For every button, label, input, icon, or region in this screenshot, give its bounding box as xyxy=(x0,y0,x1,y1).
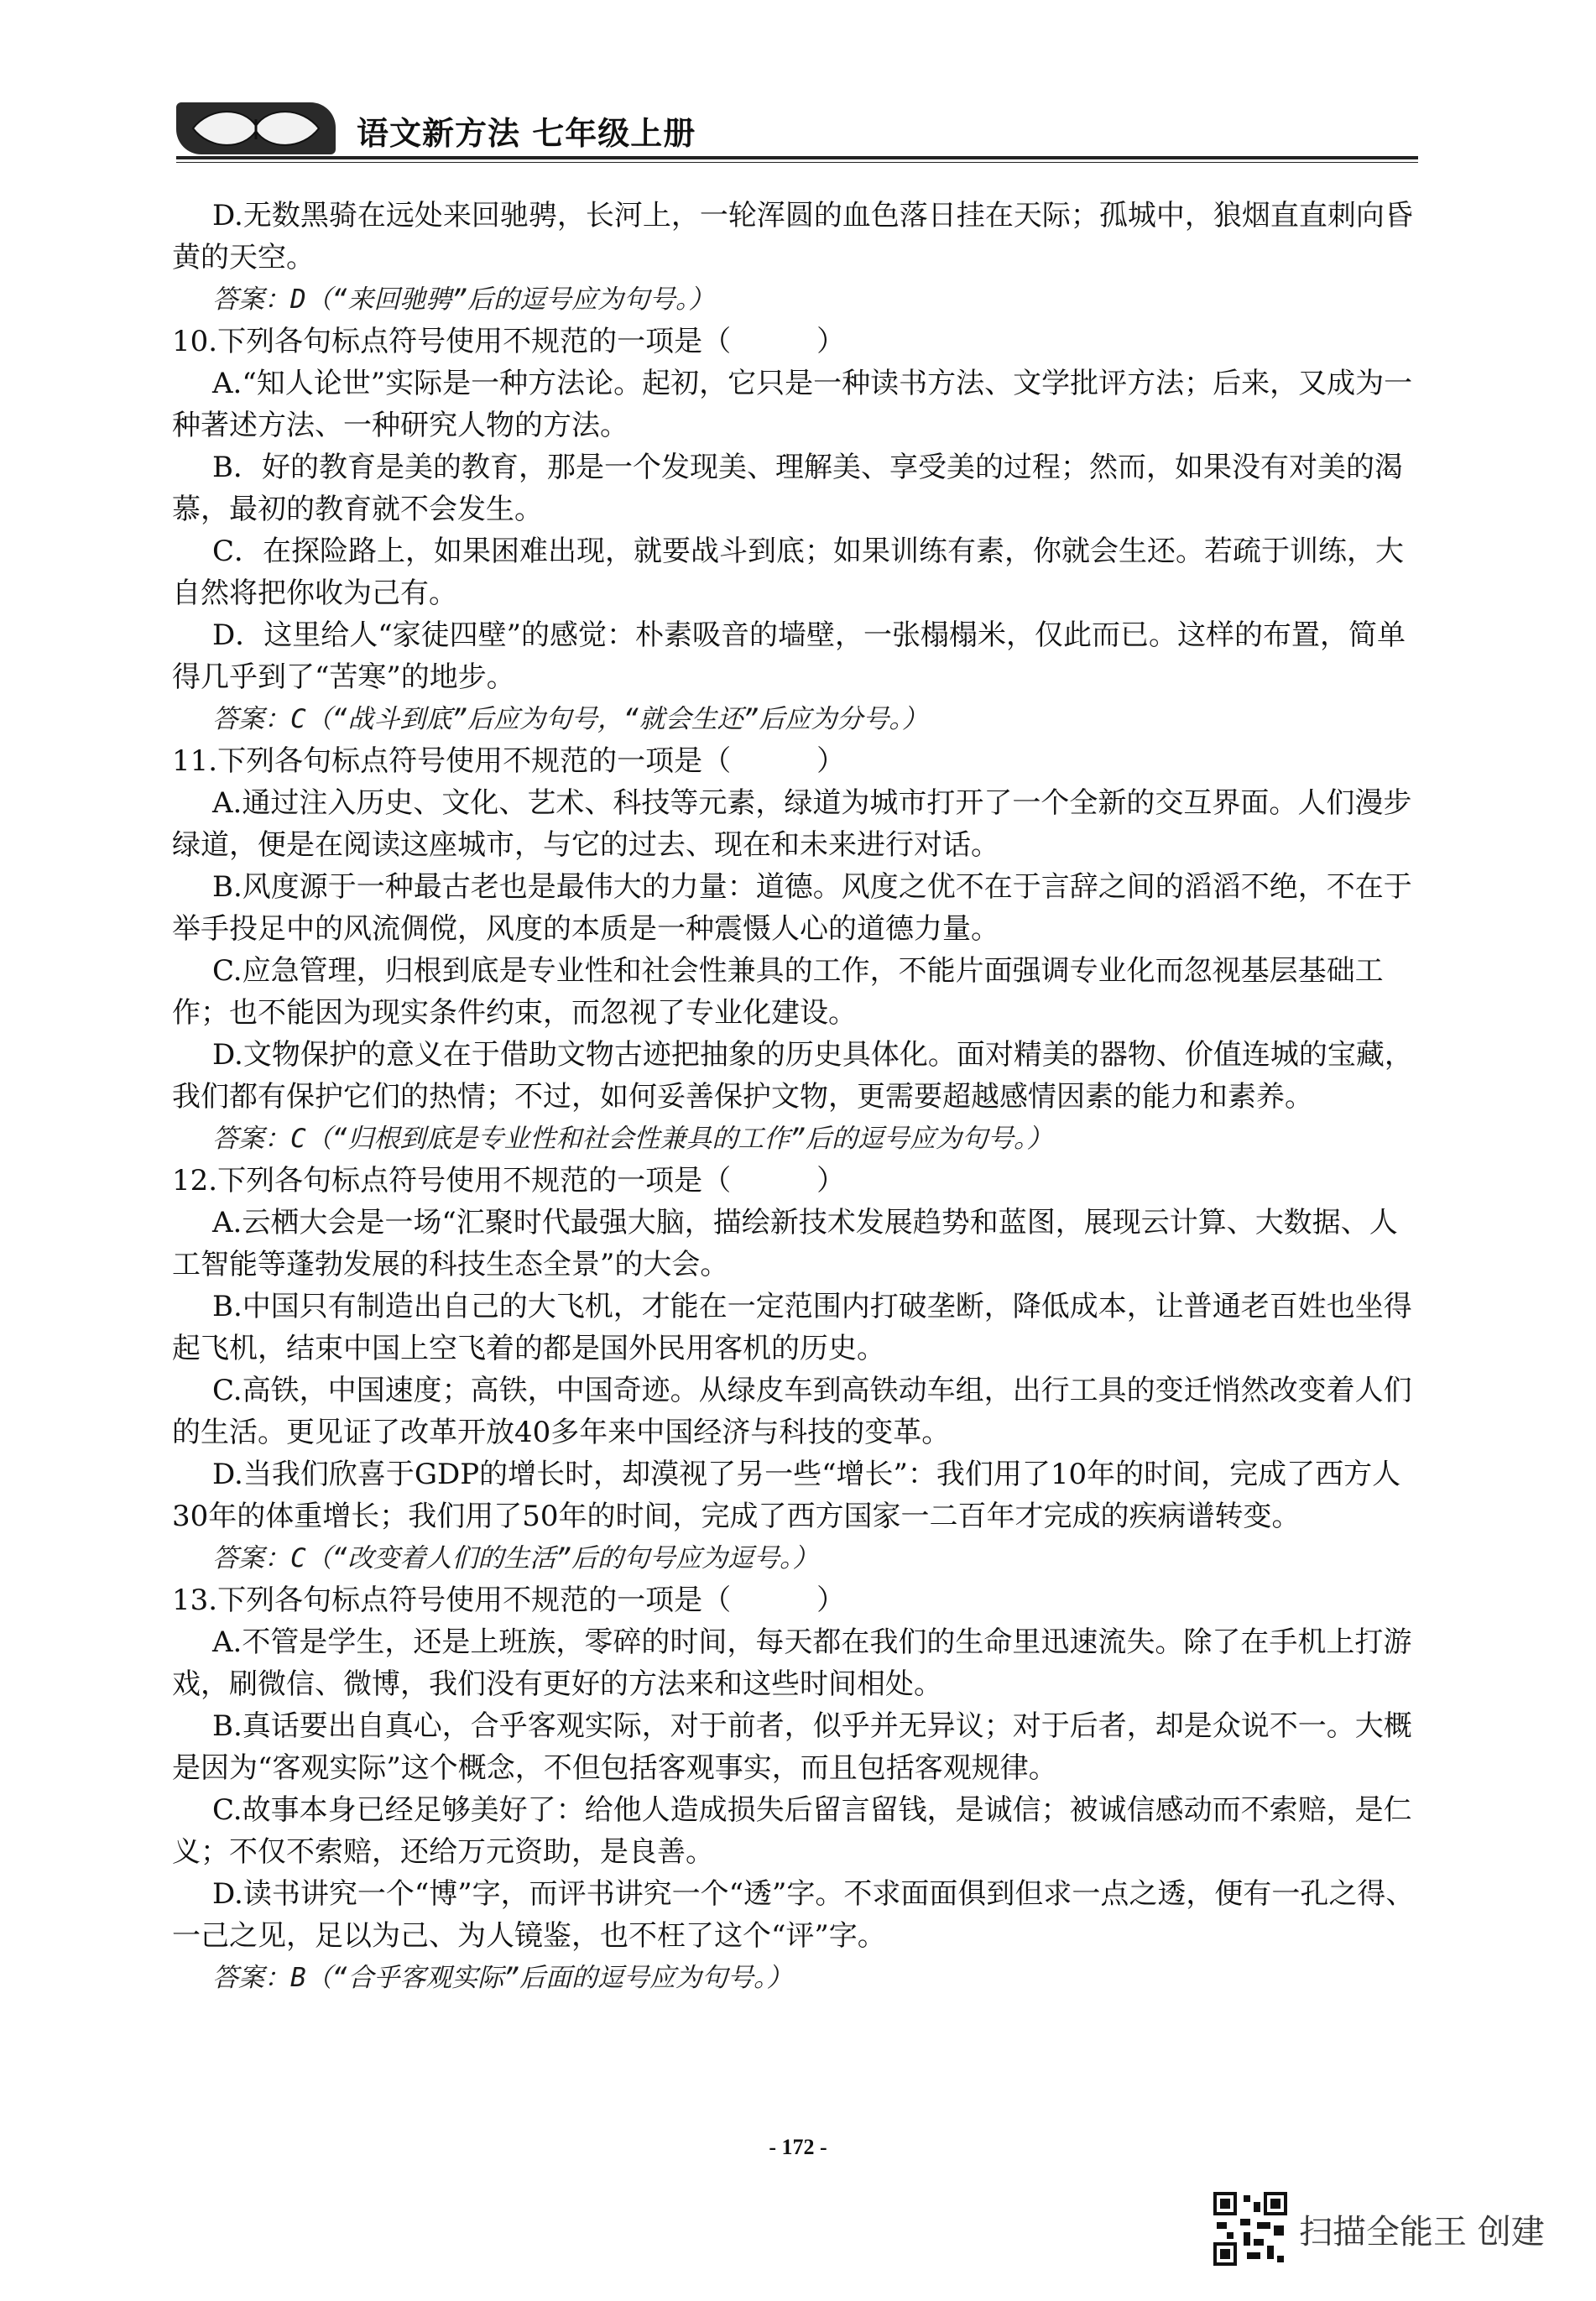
option-13d: D.读书讲究一个“博”字，而评书讲究一个“透”字。不求面面俱到但求一点之透，便有一孔之得、一己之见，足以为己、为人镜鉴，也不枉了这个“评”字。 xyxy=(172,1877,1415,1953)
option-13b: B.真话要出自真心，合乎客观实际，对于前者，似乎并无异议；对于后者，却是众说不一。大概是因为“客观实际”这个概念，不但包括客观事实，而且包括客观规律。 xyxy=(172,1709,1412,1785)
option-12b: B.中国只有制造出自己的大飞机，才能在一定范围内打破垄断，降低成本，让普通老百姓也坐得起飞机，结束中国上空飞着的都是国外民用客机的历史。 xyxy=(172,1290,1412,1365)
question-13: 13.下列各句标点符号使用不规范的一项是（ ） xyxy=(172,1584,846,1617)
book-title: 语文新方法 七年级上册 xyxy=(357,115,696,152)
question-10: 10.下列各句标点符号使用不规范的一项是（ ） xyxy=(172,325,846,358)
butterfly-logo-icon xyxy=(176,102,336,154)
page-body xyxy=(172,195,1422,1999)
answer-11: 答案：C（“归根到底是专业性和社会性兼具的工作”后的逗号应为句号。） xyxy=(212,1124,1053,1154)
question-11: 11.下列各句标点符号使用不规范的一项是（ ） xyxy=(172,744,846,778)
answer-12: 答案：C（“改变着人们的生活”后的句号应为逗号。） xyxy=(212,1543,819,1573)
book-logo xyxy=(176,102,336,154)
option-11c: C.应急管理，归根到底是专业性和社会性兼具的工作，不能片面强调专业化而忽视基层基础工作；也不能因为现实条件约束，而忽视了专业化建设。 xyxy=(172,954,1384,1030)
option-13c: C.故事本身已经足够美好了：给他人造成损失后留言留钱，是诚信；被诚信感动而不索赔，是仁义；不仅不索赔，还给万元资助，是良善。 xyxy=(172,1793,1412,1869)
header-rule xyxy=(176,156,1418,159)
answer-10: 答案：C（“战斗到底”后应为句号，“就会生还”后应为分号。） xyxy=(212,704,928,734)
option-11b: B.风度源于一种最古老也是最伟大的力量：道德。风度之优不在于言辞之间的滔滔不绝，不在于举手投足中的风流倜傥，风度的本质是一种震慑人心的道德力量。 xyxy=(172,870,1412,946)
page-number: - 172 - xyxy=(769,2135,827,2159)
qr-code-icon xyxy=(1213,2192,1287,2266)
header-rule-thin xyxy=(176,162,1418,163)
question-12: 12.下列各句标点符号使用不规范的一项是（ ） xyxy=(172,1164,846,1197)
option-10b: B．好的教育是美的教育，那是一个发现美、理解美、享受美的过程；然而，如果没有对美的渴慕，最初的教育就不会发生。 xyxy=(172,451,1403,526)
answer-13: 答案：B（“合乎客观实际”后面的逗号应为句号。） xyxy=(212,1963,793,1993)
option-11a: A.通过注入历史、文化、艺术、科技等元素，绿道为城市打开了一个全新的交互界面。人们漫步绿道，便是在阅读这座城市，与它的过去、现在和未来进行对话。 xyxy=(172,786,1412,862)
page-header xyxy=(176,99,1418,158)
option-10a: A.“知人论世”实际是一种方法论。起初，它只是一种读书方法、文学批评方法；后来，又成为一种著述方法、一种研究人物的方法。 xyxy=(172,367,1413,442)
option-13a: A.不管是学生，还是上班族，零碎的时间，每天都在我们的生命里迅速流失。除了在手机上打游戏，刷微信、微博，我们没有更好的方法来和这些时间相处。 xyxy=(172,1625,1412,1701)
option-9d: D.无数黑骑在远处来回驰骋，长河上，一轮浑圆的血色落日挂在天际；孤城中，狼烟直直刺向昏黄的天空。 xyxy=(172,199,1413,274)
option-10c: C．在探险路上，如果困难出现，就要战斗到底；如果训练有素，你就会生还。若疏于训练，大自然将把你收为己有。 xyxy=(172,535,1405,610)
option-12a: A.云栖大会是一场“汇聚时代最强大脑，描绘新技术发展趋势和蓝图，展现云计算、大数据、人工智能等蓬勃发展的科技生态全景”的大会。 xyxy=(172,1206,1398,1281)
scanner-watermark: 扫描全能王 创建 xyxy=(1299,2213,1545,2251)
option-12d: D.当我们欣喜于GDP的增长时，却漠视了另一些“增长”：我们用了10年的时间，完成了西方人30年的体重增长；我们用了50年的时间，完成了西方国家一二百年才完成的疾病谱转变。 xyxy=(172,1458,1401,1533)
option-10d: D．这里给人“家徒四壁”的感觉：朴素吸音的墙壁，一张榻榻米，仅此而已。这样的布置，简单得几乎到了“苦寒”的地步。 xyxy=(172,618,1406,694)
answer-9: 答案：D（“来回驰骋”后的逗号应为句号。） xyxy=(212,284,715,315)
option-11d: D.文物保护的意义在于借助文物古迹把抽象的历史具体化。面对精美的器物、价值连城的宝藏，我们都有保护它们的热情；不过，如何妥善保护文物，更需要超越感情因素的能力和素养。 xyxy=(172,1038,1413,1114)
option-12c: C.高铁，中国速度；高铁，中国奇迹。从绿皮车到高铁动车组，出行工具的变迁悄然改变着人们的生活。更见证了改革开放40多年来中国经济与科技的变革。 xyxy=(172,1374,1412,1449)
